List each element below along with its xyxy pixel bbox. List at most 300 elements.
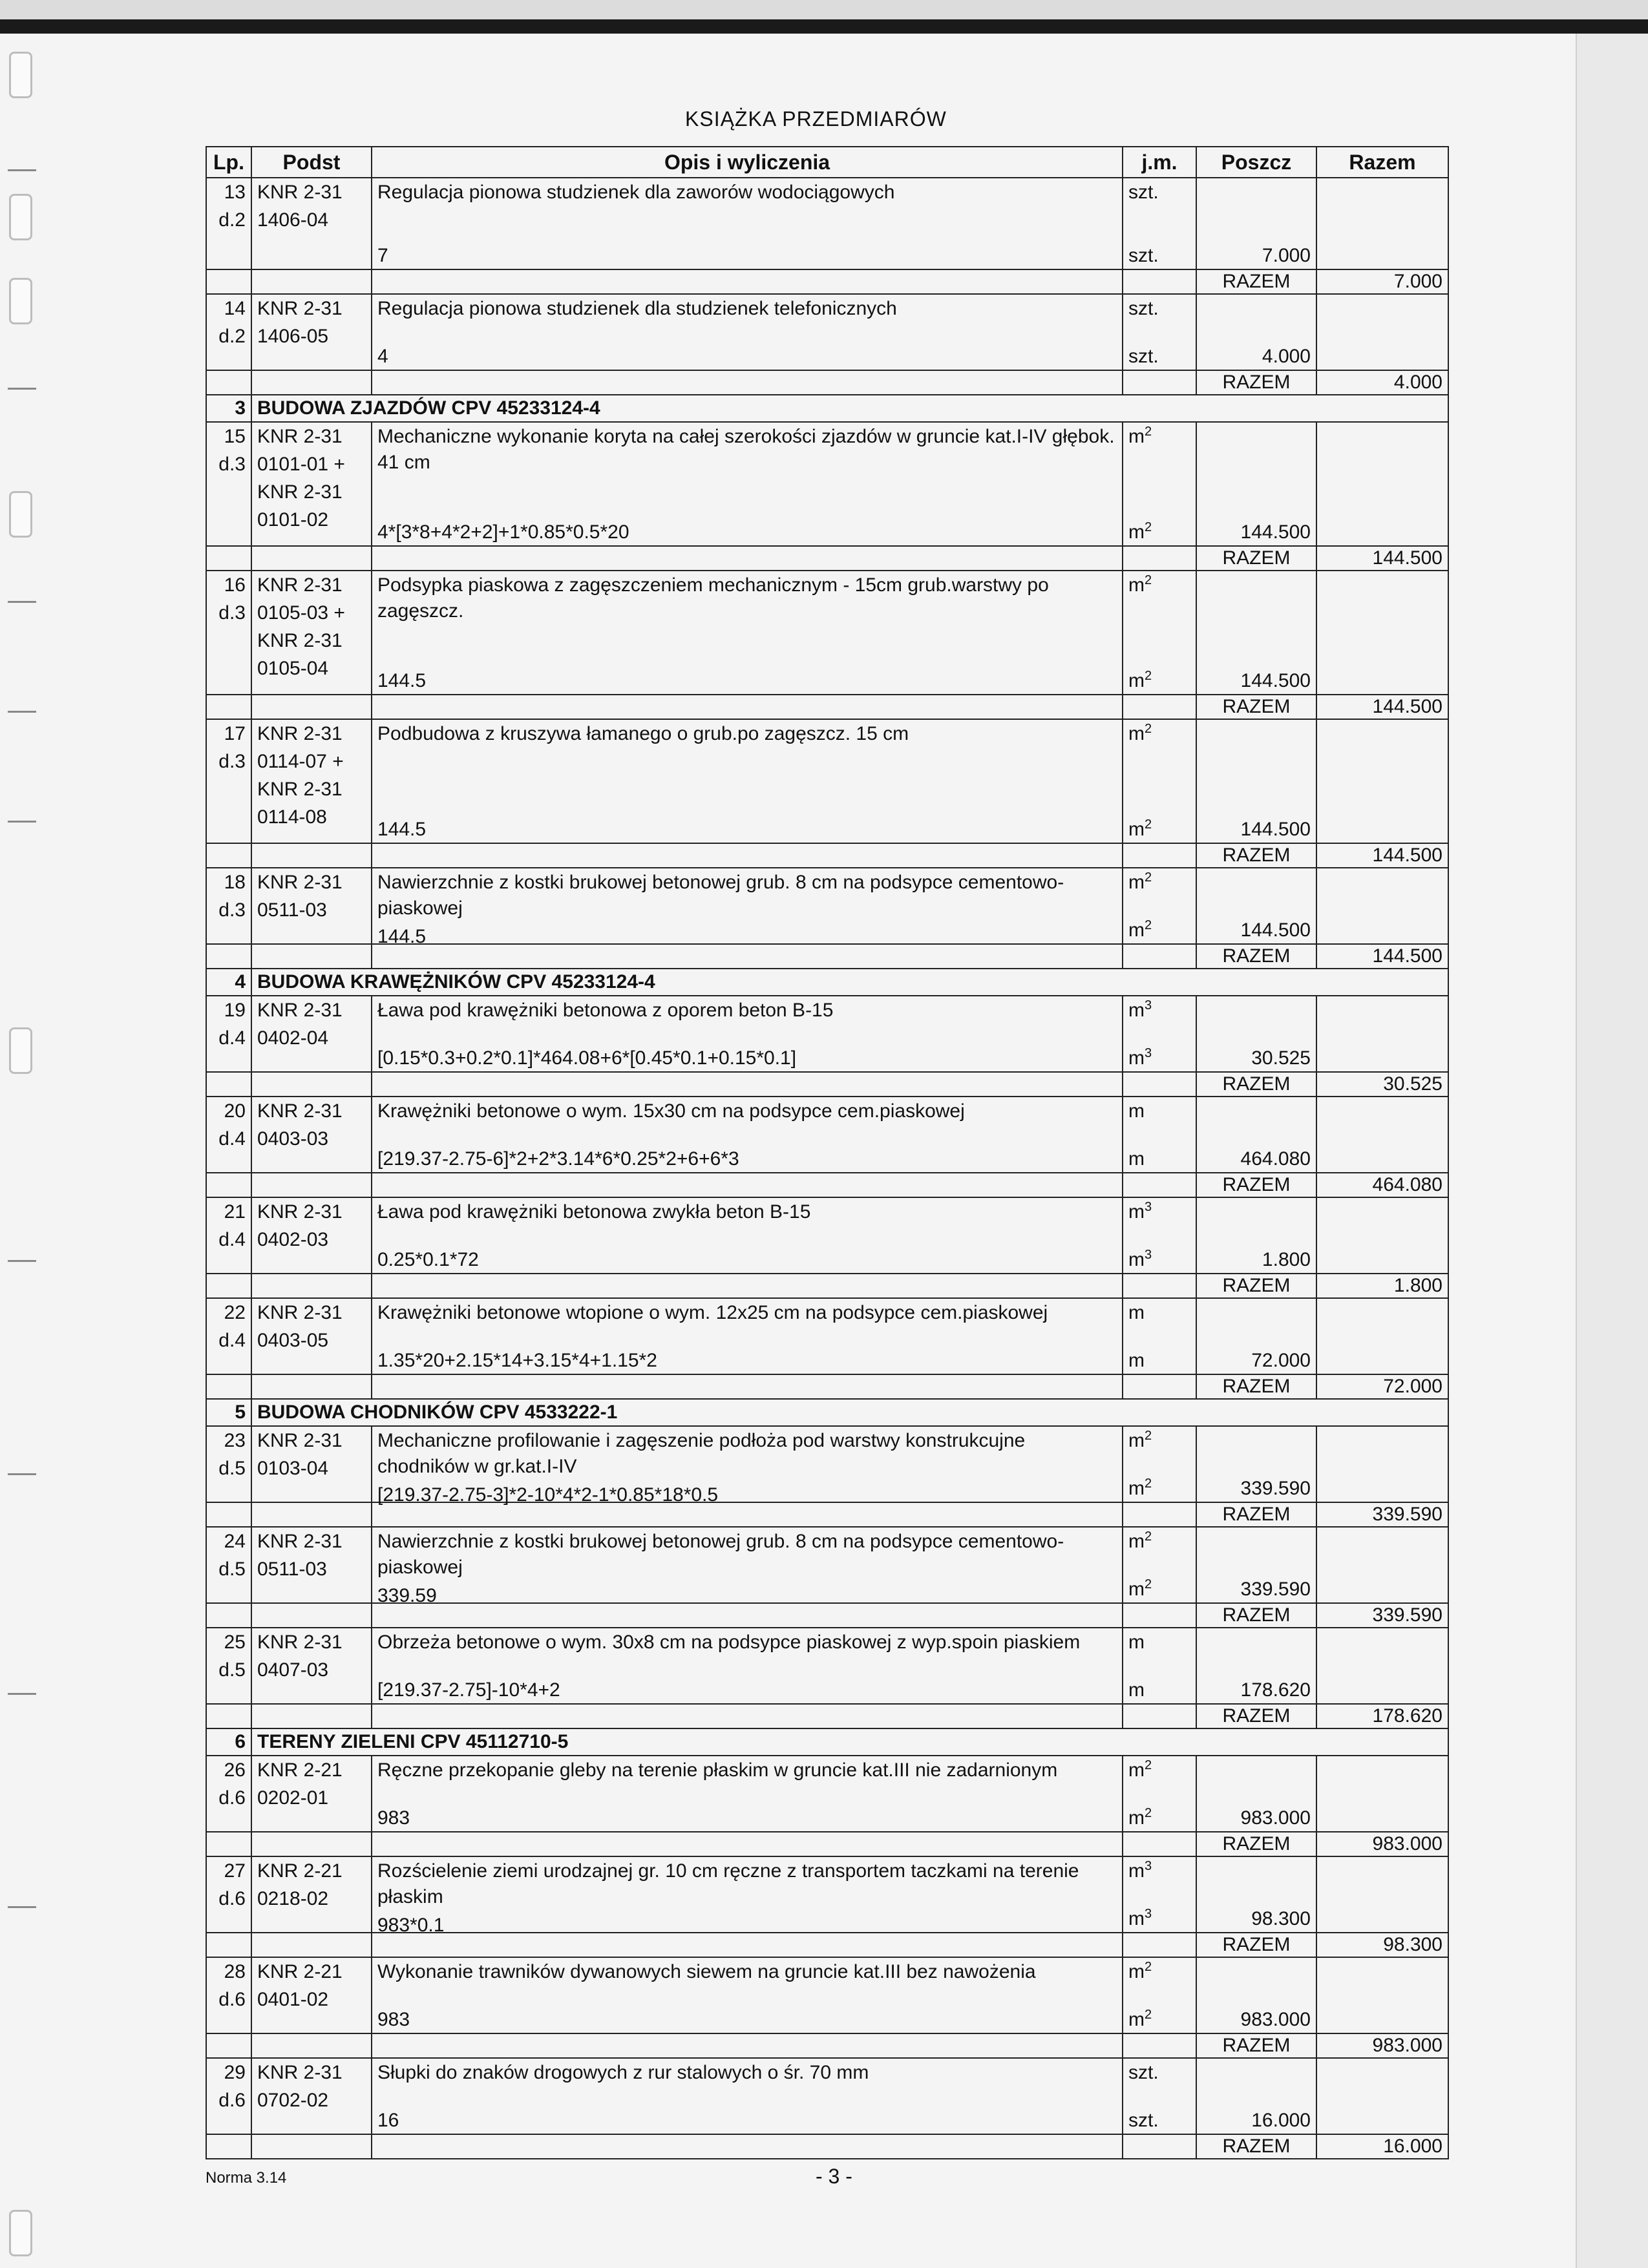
item-formula: 983 [377, 2009, 410, 2030]
item-razem-empty [1316, 1197, 1448, 1274]
item-unit-cell [1123, 2058, 1196, 2134]
item-razem-empty [1316, 1097, 1448, 1173]
total-spacer [206, 1274, 251, 1298]
unit-text: m [1128, 1908, 1145, 1929]
item-unit [1123, 1628, 1196, 1657]
total-spacer [206, 269, 251, 294]
item-unit [1123, 1299, 1196, 1327]
item-unit-result [1123, 1476, 1196, 1502]
item-number: 28 d.6 [206, 1957, 251, 2033]
total-spacer [206, 1374, 251, 1399]
total-spacer [372, 1374, 1123, 1399]
item-partial-qty: 72.000 [1196, 1298, 1316, 1374]
total-spacer [1123, 1603, 1196, 1628]
item-unit-result [1123, 1348, 1196, 1374]
item-unit-result [1123, 344, 1196, 370]
unit-exponent: 2 [1145, 870, 1152, 885]
item-unit-cell [1123, 1527, 1196, 1603]
item-unit-cell [1123, 1298, 1196, 1374]
total-value: 144.500 [1316, 546, 1448, 571]
item-partial-qty: 4.000 [1196, 294, 1316, 370]
estimate-table [206, 146, 1449, 2159]
item-number: 14 d.2 [206, 294, 251, 370]
total-spacer [206, 370, 251, 395]
unit-text: m [1128, 1579, 1145, 1600]
item-number: 20 d.4 [206, 1097, 251, 1173]
total-value: 983.000 [1316, 1832, 1448, 1856]
total-spacer [1123, 269, 1196, 294]
item-basis: KNR 2-31 0407-03 [251, 1628, 372, 1704]
total-value: 98.300 [1316, 1933, 1448, 1957]
item-description-cell [372, 571, 1123, 695]
total-label: RAZEM [1196, 2134, 1316, 2159]
total-spacer [251, 1933, 372, 1957]
section-title: TERENY ZIELENI CPV 45112710-5 [251, 1728, 1448, 1756]
total-row [206, 269, 1448, 294]
unit-text: m [1128, 574, 1145, 596]
item-number: 26 d.6 [206, 1756, 251, 1832]
total-spacer [1123, 1374, 1196, 1399]
total-value: 339.590 [1316, 1502, 1448, 1527]
item-row [206, 571, 1448, 695]
total-spacer [251, 1274, 372, 1298]
item-unit [1123, 1756, 1196, 1785]
item-basis: KNR 2-31 0105-03 + KNR 2-31 0105-04 [251, 571, 372, 695]
item-number: 22 d.4 [206, 1298, 251, 1374]
total-spacer [1123, 1274, 1196, 1298]
item-unit [1123, 1097, 1196, 1126]
item-formula: 144.5 [377, 819, 427, 840]
item-unit [1123, 1427, 1196, 1455]
item-unit-result [1123, 817, 1196, 843]
item-partial-qty: 983.000 [1196, 1957, 1316, 2033]
total-spacer [206, 695, 251, 719]
total-spacer [372, 1832, 1123, 1856]
item-razem-empty [1316, 719, 1448, 843]
item-number: 16 d.3 [206, 571, 251, 695]
item-basis: KNR 2-31 0103-04 [251, 1426, 372, 1502]
item-unit-result [1123, 2007, 1196, 2033]
unit-exponent: 2 [1145, 918, 1152, 932]
unit-exponent: 2 [1145, 669, 1152, 683]
unit-exponent: 3 [1145, 1907, 1152, 1921]
total-spacer [251, 944, 372, 969]
item-razem-empty [1316, 1756, 1448, 1832]
section-title: BUDOWA KRAWĘŻNIKÓW CPV 45233124-4 [251, 969, 1448, 996]
item-row [206, 1756, 1448, 1832]
unit-text: m [1128, 1148, 1145, 1170]
item-number: 27 d.6 [206, 1856, 251, 1933]
item-unit-cell [1123, 571, 1196, 695]
unit-exponent: 2 [1145, 1529, 1152, 1544]
unit-text: szt. [1128, 298, 1159, 319]
item-row [206, 178, 1448, 269]
item-description-cell [372, 422, 1123, 546]
item-formula: 0.25*0.1*72 [377, 1249, 479, 1270]
item-row [206, 294, 1448, 370]
item-description: Wykonanie trawników dywanowych siewem na gruncie kat.III bez nawożenia [377, 1961, 1036, 1982]
item-unit-cell [1123, 868, 1196, 944]
item-description: Nawierzchnie z kostki brukowej betonowej grub. 8 cm na podsypce cementowo-piaskowej [377, 872, 1064, 919]
header-opis: Opis i wyliczenia [372, 147, 1123, 178]
unit-exponent: 2 [1145, 2008, 1152, 2022]
header-lp: Lp. [206, 147, 251, 178]
total-spacer [372, 1072, 1123, 1097]
total-spacer [372, 1173, 1123, 1197]
scan-margin-right [1576, 34, 1648, 2268]
total-value: 7.000 [1316, 269, 1448, 294]
total-row [206, 2033, 1448, 2058]
unit-text: m [1128, 1478, 1145, 1499]
item-basis: KNR 2-31 0403-05 [251, 1298, 372, 1374]
unit-exponent: 2 [1145, 1577, 1152, 1591]
total-value: 144.500 [1316, 843, 1448, 868]
total-spacer [206, 546, 251, 571]
item-description: Regulacja pionowa studzienek dla zaworów wodociągowych [377, 182, 895, 203]
table-header-row [206, 147, 1448, 178]
item-description: Ręczne przekopanie gleby na terenie płaskim w gruncie kat.III nie zadarnionym [377, 1759, 1058, 1781]
unit-text: m [1128, 1430, 1145, 1451]
item-unit-result [1123, 1805, 1196, 1831]
item-unit-result [1123, 243, 1196, 269]
unit-text: m [1128, 1350, 1145, 1371]
item-description-cell [372, 1197, 1123, 1274]
item-basis: KNR 2-31 0402-03 [251, 1197, 372, 1274]
item-razem-empty [1316, 996, 1448, 1072]
binder-mark [8, 169, 36, 171]
item-partial-qty: 339.590 [1196, 1527, 1316, 1603]
total-row [206, 546, 1448, 571]
total-spacer [206, 1502, 251, 1527]
item-unit-cell [1123, 422, 1196, 546]
unit-exponent: 2 [1145, 1960, 1152, 1974]
item-row [206, 1527, 1448, 1603]
header-podst: Podst [251, 147, 372, 178]
unit-text: m [1128, 1249, 1145, 1270]
unit-text: szt. [1128, 346, 1159, 367]
item-unit-result [1123, 1146, 1196, 1172]
total-row [206, 1173, 1448, 1197]
item-unit-result [1123, 918, 1196, 943]
item-formula: 144.5 [377, 670, 427, 691]
item-partial-qty: 144.500 [1196, 422, 1316, 546]
total-spacer [372, 2033, 1123, 2058]
item-razem-empty [1316, 422, 1448, 546]
binder-mark [8, 1693, 36, 1695]
total-spacer [1123, 1933, 1196, 1957]
unit-text: m [1128, 1860, 1145, 1882]
item-unit [1123, 423, 1196, 451]
unit-text: szt. [1128, 2110, 1159, 2131]
total-spacer [251, 1832, 372, 1856]
section-title: BUDOWA CHODNIKÓW CPV 4533222-1 [251, 1399, 1448, 1426]
item-unit-cell [1123, 294, 1196, 370]
item-razem-empty [1316, 868, 1448, 944]
item-description: Obrzeża betonowe o wym. 30x8 cm na podsypce piaskowej z wyp.spoin piaskiem [377, 1632, 1081, 1653]
item-description: Ława pod krawężniki betonowa zwykła beton B-15 [377, 1201, 811, 1223]
item-description-cell [372, 868, 1123, 947]
item-basis: KNR 2-21 0218-02 [251, 1856, 372, 1933]
document-title: KSIĄŻKA PRZEDMIARÓW [685, 107, 947, 131]
total-spacer [251, 1502, 372, 1527]
total-spacer [372, 1274, 1123, 1298]
binder-mark [8, 711, 36, 713]
item-formula: 7 [377, 245, 388, 266]
total-spacer [1123, 1502, 1196, 1527]
unit-text: m [1128, 1531, 1145, 1552]
section-row [206, 395, 1448, 422]
item-partial-qty: 98.300 [1196, 1856, 1316, 1933]
total-spacer [251, 1704, 372, 1728]
item-description-cell [372, 1426, 1123, 1506]
item-row [206, 1628, 1448, 1704]
item-unit [1123, 1528, 1196, 1556]
unit-exponent: 2 [1145, 425, 1152, 439]
section-title: BUDOWA ZJAZDÓW CPV 45233124-4 [251, 395, 1448, 422]
item-unit [1123, 295, 1196, 323]
item-unit-cell [1123, 1426, 1196, 1502]
item-unit-result [1123, 668, 1196, 694]
item-number: 23 d.5 [206, 1426, 251, 1502]
item-number: 29 d.6 [206, 2058, 251, 2134]
unit-exponent: 2 [1145, 1429, 1152, 1443]
item-unit-result [1123, 1577, 1196, 1602]
item-row [206, 2058, 1448, 2134]
item-partial-qty: 16.000 [1196, 2058, 1316, 2134]
unit-exponent: 2 [1145, 722, 1152, 736]
item-description-cell [372, 996, 1123, 1072]
item-row [206, 1097, 1448, 1173]
item-formula: [219.37-2.75]-10*4+2 [377, 1679, 560, 1701]
binder-hole [9, 52, 32, 98]
item-formula: 4*[3*8+4*2+2]+1*0.85*0.5*20 [377, 521, 629, 543]
binder-mark [8, 1260, 36, 1262]
header-razem: Razem [1316, 147, 1448, 178]
item-formula: [0.15*0.3+0.2*0.1]*464.08+6*[0.45*0.1+0.15*0.1] [377, 1047, 797, 1069]
item-razem-empty [1316, 1426, 1448, 1502]
total-spacer [206, 2134, 251, 2159]
section-row [206, 1728, 1448, 1756]
item-row [206, 1426, 1448, 1502]
item-formula: 983*0.1 [377, 1915, 445, 1936]
item-razem-empty [1316, 1856, 1448, 1933]
item-formula: 16 [377, 2110, 399, 2131]
unit-text: szt. [1128, 182, 1159, 203]
item-row [206, 422, 1448, 546]
item-partial-qty: 144.500 [1196, 868, 1316, 944]
total-label: RAZEM [1196, 944, 1316, 969]
total-spacer [1123, 695, 1196, 719]
total-spacer [1123, 1704, 1196, 1728]
section-number: 6 [206, 1728, 251, 1756]
total-spacer [1123, 1173, 1196, 1197]
unit-text: m [1128, 1047, 1145, 1069]
total-label: RAZEM [1196, 2033, 1316, 2058]
unit-exponent: 3 [1145, 1859, 1152, 1873]
total-spacer [372, 1704, 1123, 1728]
total-row [206, 1832, 1448, 1856]
total-value: 144.500 [1316, 944, 1448, 969]
item-unit-result [1123, 1906, 1196, 1932]
total-label: RAZEM [1196, 1173, 1316, 1197]
item-unit [1123, 1857, 1196, 1885]
total-spacer [1123, 1832, 1196, 1856]
item-basis: KNR 2-31 1406-04 [251, 178, 372, 269]
item-description-cell [372, 2058, 1123, 2134]
item-unit [1123, 1198, 1196, 1226]
total-label: RAZEM [1196, 843, 1316, 868]
item-basis: KNR 2-31 0511-03 [251, 868, 372, 944]
binder-mark [8, 1906, 36, 1908]
total-label: RAZEM [1196, 1502, 1316, 1527]
total-label: RAZEM [1196, 370, 1316, 395]
item-basis: KNR 2-31 0114-07 + KNR 2-31 0114-08 [251, 719, 372, 843]
item-partial-qty: 1.800 [1196, 1197, 1316, 1274]
header-jm: j.m. [1123, 147, 1196, 178]
total-spacer [206, 1704, 251, 1728]
item-razem-empty [1316, 294, 1448, 370]
item-basis: KNR 2-31 0101-01 + KNR 2-31 0101-02 [251, 422, 372, 546]
scan-margin-top [0, 0, 1648, 19]
unit-text: m [1128, 670, 1145, 691]
item-row [206, 1197, 1448, 1274]
item-formula: 983 [377, 1807, 410, 1829]
item-formula: 1.35*20+2.15*14+3.15*4+1.15*2 [377, 1350, 657, 1371]
total-row [206, 1374, 1448, 1399]
total-row [206, 843, 1448, 868]
scan-border-top [0, 19, 1648, 34]
item-formula: 339.59 [377, 1585, 437, 1606]
item-unit [1123, 178, 1196, 207]
total-spacer [206, 1832, 251, 1856]
item-formula: [219.37-2.75-6]*2+2*3.14*6*0.25*2+6+6*3 [377, 1148, 739, 1170]
total-label: RAZEM [1196, 1603, 1316, 1628]
item-razem-empty [1316, 1298, 1448, 1374]
total-spacer [251, 2134, 372, 2159]
item-basis: KNR 2-31 0402-04 [251, 996, 372, 1072]
item-partial-qty: 30.525 [1196, 996, 1316, 1072]
item-number: 25 d.5 [206, 1628, 251, 1704]
unit-exponent: 3 [1145, 1248, 1152, 1262]
item-razem-empty [1316, 571, 1448, 695]
total-value: 144.500 [1316, 695, 1448, 719]
unit-text: m [1128, 1759, 1145, 1781]
footer-software: Norma 3.14 [206, 2169, 287, 2187]
total-row [206, 1274, 1448, 1298]
total-value: 983.000 [1316, 2033, 1448, 2058]
total-value: 339.590 [1316, 1603, 1448, 1628]
item-formula: 144.5 [377, 926, 427, 947]
total-label: RAZEM [1196, 1832, 1316, 1856]
item-description: Słupki do znaków drogowych z rur stalowych o śr. 70 mm [377, 2062, 869, 2083]
total-label: RAZEM [1196, 1274, 1316, 1298]
unit-text: m [1128, 1302, 1145, 1323]
total-spacer [251, 1603, 372, 1628]
item-row [206, 719, 1448, 843]
item-basis: KNR 2-21 0202-01 [251, 1756, 372, 1832]
item-description: Podbudowa z kruszywa łamanego o grub.po zagęszcz. 15 cm [377, 723, 909, 744]
item-number: 19 d.4 [206, 996, 251, 1072]
total-value: 30.525 [1316, 1072, 1448, 1097]
item-description-cell [372, 1097, 1123, 1173]
item-partial-qty: 144.500 [1196, 719, 1316, 843]
total-spacer [1123, 546, 1196, 571]
item-description-cell [372, 1527, 1123, 1606]
total-value: 72.000 [1316, 1374, 1448, 1399]
unit-exponent: 2 [1145, 1806, 1152, 1820]
item-razem-empty [1316, 1527, 1448, 1603]
item-basis: KNR 2-31 0702-02 [251, 2058, 372, 2134]
item-number: 15 d.3 [206, 422, 251, 546]
item-partial-qty: 178.620 [1196, 1628, 1316, 1704]
total-spacer [206, 1603, 251, 1628]
binder-mark [8, 1473, 36, 1475]
section-number: 3 [206, 395, 251, 422]
section-row [206, 1399, 1448, 1426]
unit-text: m [1128, 1201, 1145, 1223]
item-unit-result [1123, 520, 1196, 545]
total-value: 16.000 [1316, 2134, 1448, 2159]
unit-text: m [1128, 521, 1145, 543]
item-description: Ława pod krawężniki betonowa z oporem beton B-15 [377, 1000, 834, 1021]
item-row [206, 868, 1448, 944]
item-unit-cell [1123, 719, 1196, 843]
item-unit [1123, 720, 1196, 748]
total-spacer [251, 2033, 372, 2058]
item-unit-cell [1123, 996, 1196, 1072]
unit-text: m [1128, 426, 1145, 447]
total-row [206, 1072, 1448, 1097]
total-spacer [1123, 944, 1196, 969]
item-number: 21 d.4 [206, 1197, 251, 1274]
total-label: RAZEM [1196, 695, 1316, 719]
page-number: - 3 - [816, 2165, 852, 2188]
total-spacer [372, 695, 1123, 719]
item-unit-cell [1123, 178, 1196, 269]
item-description-cell [372, 1628, 1123, 1704]
item-description-cell [372, 1298, 1123, 1374]
section-number: 5 [206, 1399, 251, 1426]
total-label: RAZEM [1196, 1374, 1316, 1399]
unit-text: m [1128, 1000, 1145, 1021]
binder-hole [9, 491, 32, 538]
item-unit-result [1123, 2108, 1196, 2134]
total-spacer [1123, 2134, 1196, 2159]
section-row [206, 969, 1448, 996]
item-row [206, 1957, 1448, 2033]
total-spacer [372, 269, 1123, 294]
total-spacer [251, 546, 372, 571]
item-partial-qty: 339.590 [1196, 1426, 1316, 1502]
unit-text: m [1128, 919, 1145, 941]
table-body [206, 178, 1448, 2159]
item-description: Rozścielenie ziemi urodzajnej gr. 10 cm ręczne z transportem taczkami na terenie płaskim [377, 1860, 1079, 1907]
total-row [206, 1704, 1448, 1728]
item-unit-cell [1123, 1756, 1196, 1832]
total-spacer [1123, 843, 1196, 868]
total-spacer [206, 1933, 251, 1957]
total-spacer [372, 546, 1123, 571]
item-row [206, 996, 1448, 1072]
unit-exponent: 3 [1145, 998, 1152, 1013]
total-spacer [251, 695, 372, 719]
unit-text: m [1128, 872, 1145, 893]
item-description-cell [372, 1957, 1123, 2033]
item-unit-cell [1123, 1957, 1196, 2033]
item-unit [1123, 2059, 1196, 2087]
unit-text: m [1128, 1632, 1145, 1653]
item-unit-cell [1123, 1097, 1196, 1173]
